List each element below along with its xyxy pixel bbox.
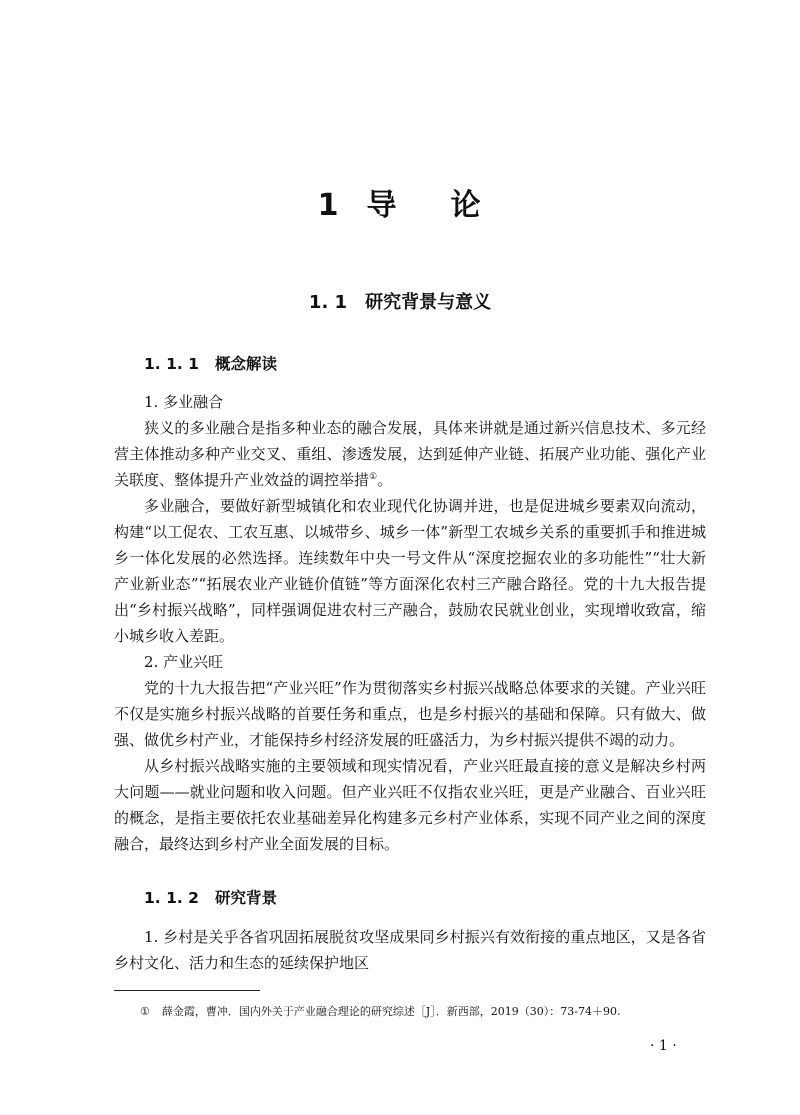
item-heading-industry-prosperity: 2. 产业兴旺 bbox=[144, 653, 224, 671]
paragraph bbox=[114, 415, 706, 493]
paragraph: 从乡村振兴战略实施的主要领域和现实情况看，产业兴旺最直接的意义是解决乡村两大问题——就业问题和收入问题。但产业兴旺不仅指农业兴旺，更是产业融合、百业兴旺的概念，是指主要依托农业基础差异化构建多元乡村产业体系，实现不同产业之间的深度融合，最终达到乡村产业全面发展的目标。 bbox=[114, 757, 706, 853]
paragraph-text: 狭义的多业融合是指多种业态的融合发展，具体来讲就是通过新兴信息技术、多元经营主体推动多种产业交叉、重组、渗透发展，达到延伸产业链、拓展产业功能、强化产业关联度、整体提升产业效益的调控举措 bbox=[114, 419, 706, 489]
subsection-title: 研究背景 bbox=[214, 889, 277, 907]
subsection-number: 1. 1. 1 bbox=[144, 355, 199, 373]
subsection-title: 概念解读 bbox=[214, 355, 277, 373]
paragraph: 1. 乡村是关乎各省巩固拓展脱贫攻坚成果同乡村振兴有效衔接的重点地区，又是各省乡村文化、活力和生态的延续保护地区 bbox=[114, 928, 706, 972]
paragraph-end: 。 bbox=[377, 471, 393, 489]
paragraph: 党的十九大报告把“产业兴旺”作为贯彻落实乡村振兴战略总体要求的关键。产业兴旺不仅是实施乡村振兴战略的首要任务和重点，也是乡村振兴的基础和保障。只有做大、做强、做优乡村产业，才能保持乡村经济发展的旺盛活力，为乡村振兴提供不竭的动力。 bbox=[114, 679, 706, 749]
section-number: 1. 1 bbox=[308, 292, 348, 313]
footnote-divider bbox=[114, 990, 260, 991]
page-number: · 1 · bbox=[650, 1038, 677, 1054]
footnote-mark: ① bbox=[140, 1005, 150, 1018]
section-title-text: 研究背景与意义 bbox=[365, 292, 492, 313]
chapter-title-part1: 导 bbox=[366, 188, 399, 223]
subsection-heading-concepts bbox=[144, 352, 277, 374]
chapter-number: 1 bbox=[317, 188, 341, 223]
footnote-text: 薛金霞，曹冲．国内外关于产业融合理论的研究综述［J］．新西部，2019（30）：73-74＋90. bbox=[161, 1005, 621, 1018]
item-heading-multi-industry: 1. 多业融合 bbox=[144, 393, 224, 411]
section-title bbox=[0, 288, 800, 314]
footnote bbox=[140, 1004, 720, 1020]
footnote-reference[interactable]: ① bbox=[369, 472, 378, 482]
paragraph: 多业融合，要做好新型城镇化和农业现代化协调并进，也是促进城乡要素双向流动，构建“以工促农、工农互惠、以城带乡、城乡一体”新型工农城乡关系的重要抓手和推进城乡一体化发展的必然选择。连续数年中央一号文件从“深度挖掘农业的多功能性”“壮大新产业新业态”“拓展农业产业链价值链”等方面深化农村三产融合路径。党的十九大报告提出“乡村振兴战略”，同样强调促进农村三产融合，鼓励农民就业创业，实现增收致富，缩小城乡收入差距。 bbox=[114, 497, 706, 645]
body-text-background bbox=[114, 924, 706, 976]
body-text-concepts bbox=[114, 389, 706, 857]
chapter-title bbox=[0, 180, 800, 224]
subsection-heading-background bbox=[144, 886, 277, 908]
subsection-number: 1. 1. 2 bbox=[144, 889, 199, 907]
chapter-title-part2: 论 bbox=[450, 188, 483, 223]
